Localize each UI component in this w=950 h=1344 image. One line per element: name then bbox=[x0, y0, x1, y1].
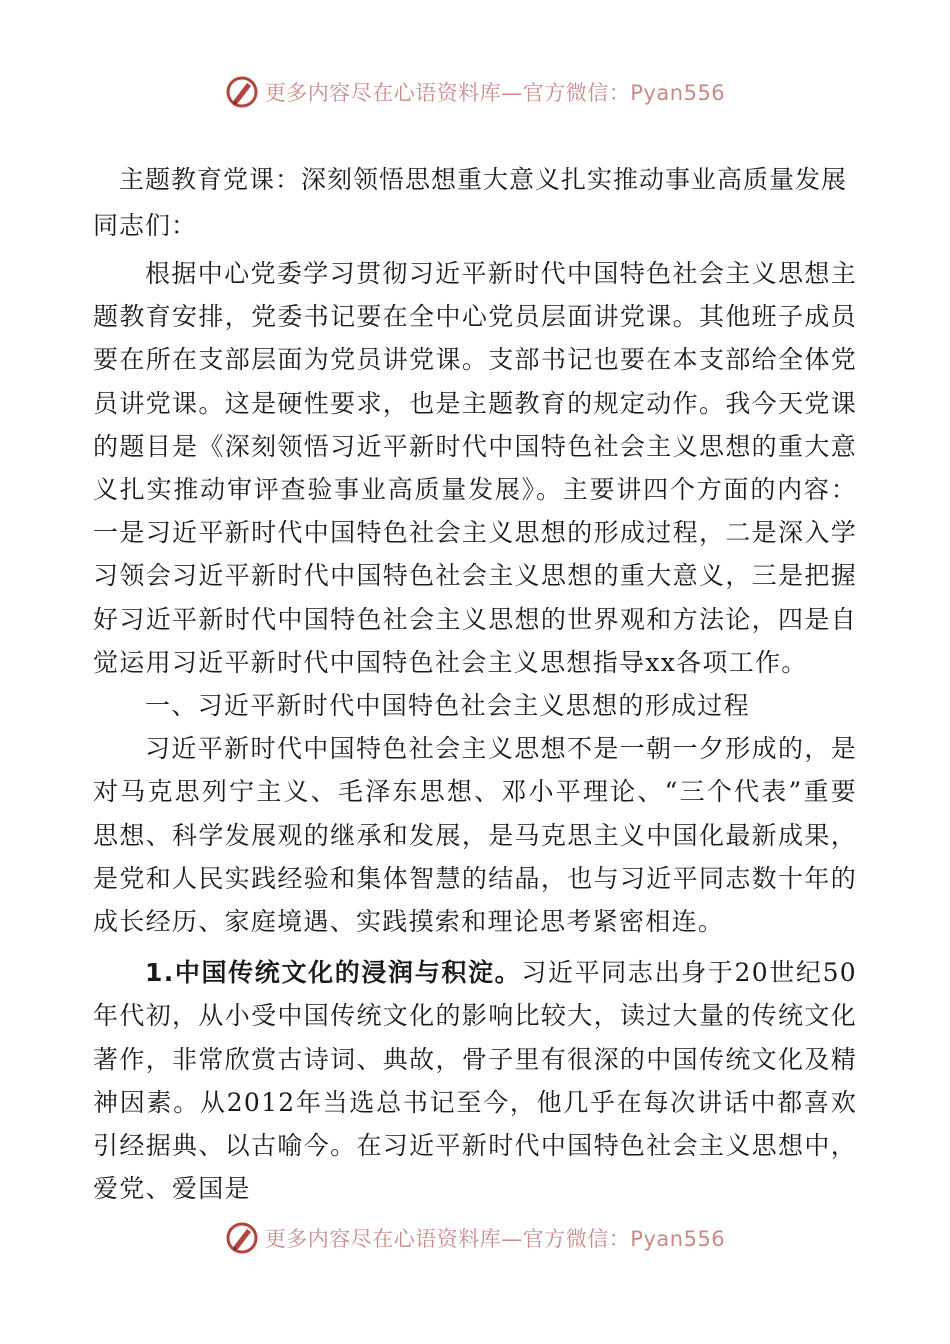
intro-paragraph: 根据中心党委学习贯彻习近平新时代中国特色社会主义思想主题教育安排，党委书记要在全中心党员层面讲党课。其他班子成员要在所在支部层面为党员讲党课。支部书记也要在本支部给全体党员讲党课。这是硬性要求，也是主题教育的规定动作。我今天党课的题目是《深刻领悟习近平新时代中国特色社会主义思想的重大意义扎实推动审评查验事业高质量发展》。主要讲四个方面的内容：一是习近平新时代中国特色社会主义思想的形成过程，二是深入学习领会习近平新时代中国特色社会主义思想的重大意义，三是把握好习近平新时代中国特色社会主义思想的世界观和方法论，四是自觉运用习近平新时代中国特色社会主义思想指导xx各项工作。 bbox=[93, 259, 857, 677]
pen-logo-icon bbox=[225, 1221, 259, 1255]
pen-logo-icon bbox=[225, 75, 259, 109]
document-title: 主题教育党课：深刻领悟思想重大意义扎实推动事业高质量发展 bbox=[119, 165, 848, 194]
document-body bbox=[93, 160, 857, 1210]
header-banner-text: 更多内容尽在心语资料库—官方微信：Pyan556 bbox=[264, 81, 726, 105]
section-1-paragraph: 习近平新时代中国特色社会主义思想不是一朝一夕形成的，是对马克思列宁主义、毛泽东思想、邓小平理论、“三个代表”重要思想、科学发展观的继承和发展，是马克思主义中国化最新成果，是党和人民实践经验和集体智慧的结晶，也与习近平同志数十年的成长经历、家庭境遇、实践摸索和理论思考紧密相连。 bbox=[93, 734, 857, 937]
header-banner bbox=[0, 72, 950, 112]
subsection-1-paragraph bbox=[93, 951, 857, 1210]
greeting: 同志们： bbox=[93, 211, 198, 240]
footer-banner bbox=[0, 1218, 950, 1258]
footer-banner-text: 更多内容尽在心语资料库—官方微信：Pyan556 bbox=[264, 1227, 726, 1251]
subsection-1-lead: 1.中国传统文化的浸润与积淀。 bbox=[145, 958, 522, 988]
subsection-1-text: 习近平同志出身于20世纪50年代初，从小受中国传统文化的影响比较大，读过大量的传统文化著作，非常欣赏古诗词、典故，骨子里有很深的中国传统文化及精神因素。从2012年当选总书记至今，他几乎在每次讲话中都喜欢引经据典、以古喻今。在习近平新时代中国特色社会主义思想中，爱党、爱国是 bbox=[93, 958, 857, 1204]
section-1-heading: 一、习近平新时代中国特色社会主义思想的形成过程 bbox=[145, 691, 750, 721]
